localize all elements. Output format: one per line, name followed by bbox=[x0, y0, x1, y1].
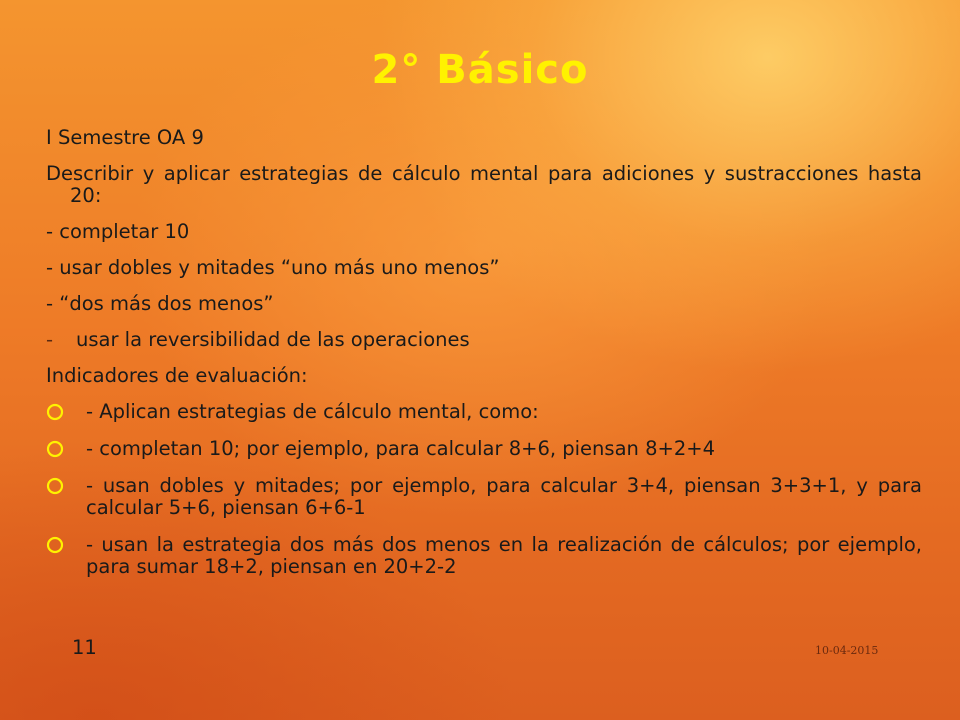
hollow-circle-bullet-icon bbox=[46, 401, 86, 423]
hollow-circle-bullet-icon bbox=[46, 475, 86, 497]
slide-page-number: 11 bbox=[72, 636, 97, 659]
hollow-circle-bullet-icon bbox=[46, 534, 86, 556]
indicator-text: - completan 10; por ejemplo, para calcular 8+6, piensan 8+2+4 bbox=[86, 437, 715, 460]
strategy-item: - “dos más dos menos” bbox=[46, 292, 274, 315]
strategy-item: - completar 10 bbox=[46, 220, 190, 243]
indicator-text: - usan la estrategia dos más dos menos en la realización de cálculos; por ejemplo, para sumar 18+2, piensan en 20+2-2 bbox=[86, 533, 922, 578]
strategy-dash-item bbox=[46, 329, 922, 351]
strategy-item: - usar dobles y mitades “uno más uno menos” bbox=[46, 256, 500, 279]
indicator-text: - usan dobles y mitades; por ejemplo, para calcular 3+4, piensan 3+3+1, y para calcular 5+6, piensan 6+6-1 bbox=[86, 474, 922, 519]
dash-marker: - bbox=[46, 328, 54, 351]
semester-line: I Semestre OA 9 bbox=[46, 126, 204, 149]
hollow-circle-bullet-icon bbox=[46, 438, 86, 460]
slide-body bbox=[46, 127, 922, 593]
slide-title: 2° Básico bbox=[371, 47, 589, 93]
indicators-heading: Indicadores de evaluación: bbox=[46, 364, 308, 387]
objective-text: Describir y aplicar estrategias de cálculo mental para adiciones y sustracciones hasta 20: bbox=[46, 162, 922, 207]
indicator-item bbox=[46, 438, 922, 460]
strategy-dash-text: usar la reversibilidad de las operaciones bbox=[76, 328, 470, 351]
indicator-item bbox=[46, 401, 922, 423]
indicator-item bbox=[46, 534, 922, 578]
slide-date: 10-04-2015 bbox=[815, 644, 879, 657]
indicator-item bbox=[46, 475, 922, 519]
indicator-text: - Aplican estrategias de cálculo mental, como: bbox=[86, 400, 539, 423]
